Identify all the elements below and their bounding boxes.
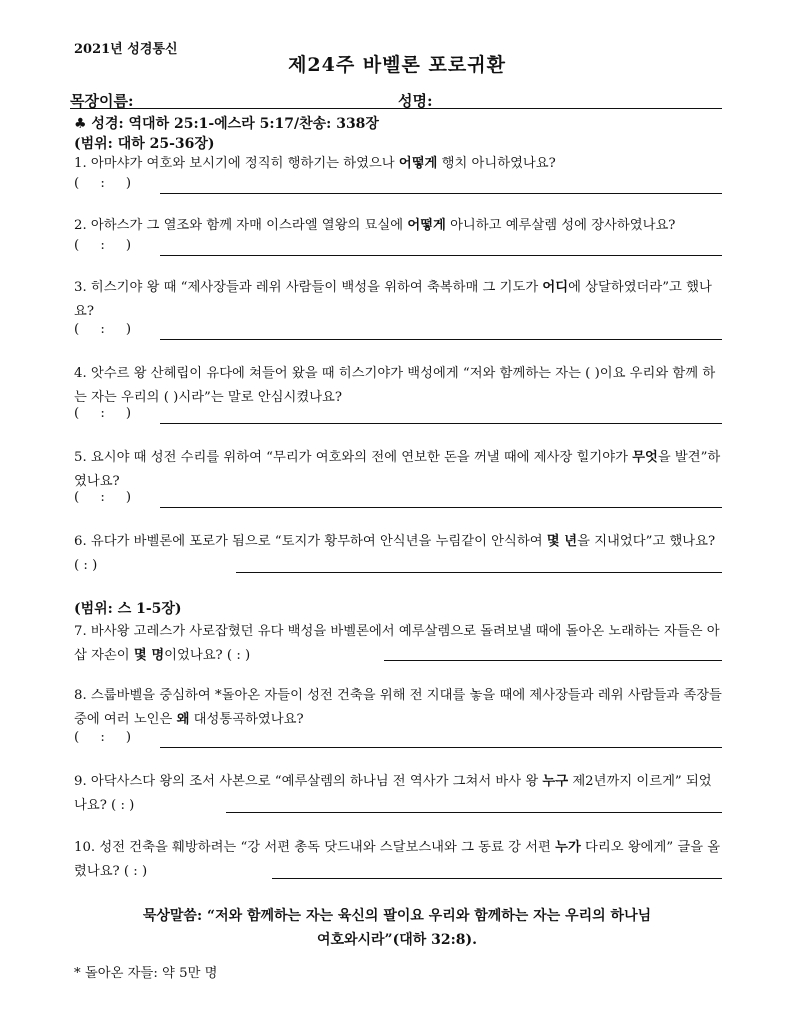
question-5: 5. 요시야 때 성전 수리를 위하여 “무리가 여호와의 전에 연보한 돈을 꺼낼 때에 제사장 힐기야가 무엇을 발견”하였나요? — [74, 450, 721, 489]
answer-line[interactable] — [160, 423, 722, 424]
person-name-label: 성명: — [398, 92, 433, 110]
memory-verse-line-2: 여호와시라”(대하 32:8). — [316, 932, 478, 948]
answer-line-6[interactable] — [236, 572, 722, 573]
answer-line-7[interactable] — [384, 660, 722, 661]
range-label-2: (범위: 스 1-5장) — [74, 601, 182, 617]
question-10: 10. 성전 건축을 훼방하려는 “강 서편 총독 닷드내와 스달보스내와 그 동료 강 서편 누가 다리오 왕에게” 글을 올렸나요? ( : ) — [74, 840, 721, 879]
answer-line-9[interactable] — [226, 812, 722, 813]
question-9: 9. 아닥사스다 왕의 조서 사본으로 “예루살렘의 하나님 전 역사가 그쳐서 바사 왕 누구 제2년까지 이르게” 되었나요? ( : ) — [74, 774, 712, 813]
group-name-label: 목장이름: — [70, 92, 134, 110]
memory-verse-line-1: : “저와 함께하는 자는 육신의 팔이요 우리와 함께하는 자는 우리의 하나님 — [196, 908, 652, 924]
answer-5: ( : ) — [74, 490, 722, 510]
footnote: * 돌아온 자들: 약 5만 명 — [74, 966, 218, 981]
answer-8: ( : ) — [74, 730, 722, 750]
answer-1: ( : ) — [74, 176, 722, 196]
answer-4: ( : ) — [74, 406, 722, 426]
range-label-1: (범위: 대하 25-36장) — [74, 136, 215, 152]
question-7: 7. 바사왕 고레스가 사로잡혔던 유다 백성을 바벨론에서 예루살렘으로 돌려보낼 때에 돌아온 노래하는 자들은 아삽 자손이 몇 명이었나요? ( : ) — [74, 624, 720, 663]
question-3: 3. 히스기야 왕 때 “제사장들과 레위 사람들이 백성을 위하여 축복하매 그 기도가 어디에 상달하였더라”고 했나요? — [74, 280, 712, 319]
question-4: 4. 앗수르 왕 산헤립이 유다에 쳐들어 왔을 때 히스기야가 백성에게 “저와 함께하는 자는 ( )이요 우리와 함께 하는 자는 우리의 ( )시라”는 말로 안심시켰나요? — [74, 366, 716, 405]
page-title: 제24주 바벨론 포로귀환 — [288, 54, 506, 76]
memory-verse — [0, 904, 794, 952]
question-1: 1. 아마샤가 여호와 보시기에 정직히 행하기는 하였으나 어떻게 행치 아니하였나요? — [74, 156, 556, 171]
question-6: 6. 유다가 바벨론에 포로가 됨으로 “토지가 황무하여 안식년을 누림같이 안식하여 몇 년을 지내었다”고 했나요? ( : ) — [74, 534, 716, 573]
scripture-line: ♣ 성경: 역대하 25:1-에스라 5:17/찬송: 338장 — [74, 116, 379, 132]
header-label: 2021년 성경통신 — [74, 42, 178, 57]
name-row — [70, 90, 722, 109]
question-2: 2. 아하스가 그 열조와 함께 자매 이스라엘 열왕의 묘실에 어떻게 아니하고 예루살렘 성에 장사하였나요? — [74, 218, 676, 233]
answer-line[interactable] — [160, 255, 722, 256]
answer-line[interactable] — [160, 193, 722, 194]
answer-line-10[interactable] — [272, 878, 722, 879]
answer-3: ( : ) — [74, 322, 722, 342]
answer-line[interactable] — [160, 339, 722, 340]
answer-2: ( : ) — [74, 238, 722, 258]
memory-verse-label: 묵상말씀 — [142, 908, 197, 924]
answer-line[interactable] — [160, 747, 722, 748]
answer-line[interactable] — [160, 507, 722, 508]
question-8: 8. 스룹바벨을 중심하여 *돌아온 자들이 성전 건축을 위해 전 지대를 놓을 때에 제사장들과 레위 사람들과 족장들 중에 여러 노인은 왜 대성통곡하였나요? — [74, 688, 722, 727]
